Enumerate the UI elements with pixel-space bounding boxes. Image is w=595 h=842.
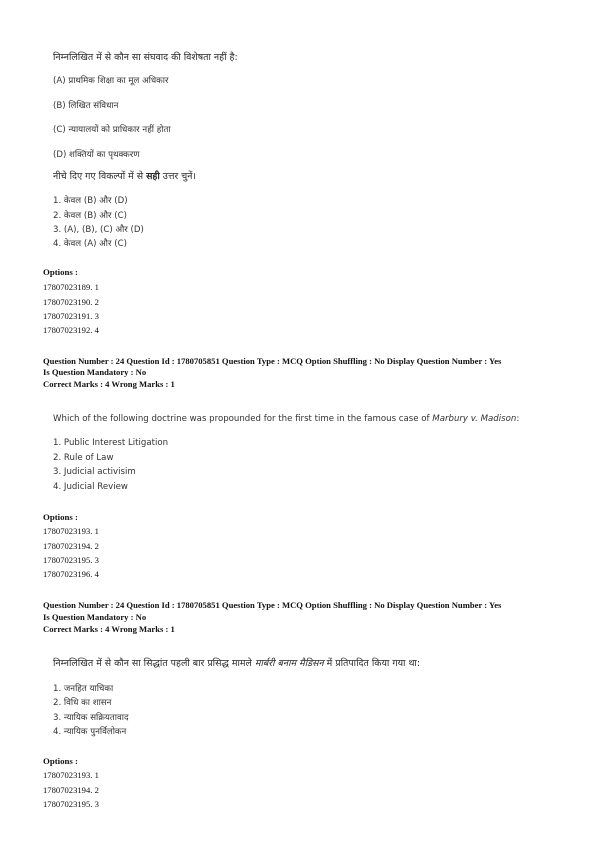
choice-3: 3. न्यायिक सक्रियतावाद bbox=[53, 713, 129, 723]
choice-1: 1. जनहित याचिका bbox=[53, 684, 114, 694]
options-label: Options : bbox=[43, 512, 78, 522]
instruction-pre: नीचे दिए गए विकल्पों में से bbox=[53, 171, 147, 182]
question-text bbox=[53, 656, 420, 669]
choice-3: 3. (A), (B), (C) और (D) bbox=[53, 225, 144, 235]
question-mandatory: Is Question Mandatory : No bbox=[43, 612, 147, 622]
choice-4: 4. न्यायिक पुनर्विलोकन bbox=[53, 727, 127, 737]
option-id: 17807023195. 3 bbox=[43, 555, 99, 565]
question-mandatory: Is Question Mandatory : No bbox=[43, 367, 147, 377]
statement-a: (A) प्राथमिक शिक्षा का मूल अधिकार bbox=[53, 76, 169, 86]
choice-1: 1. केवल (B) और (D) bbox=[53, 196, 128, 206]
question-marks: Correct Marks : 4 Wrong Marks : 1 bbox=[43, 379, 175, 389]
option-id: 17807023196. 4 bbox=[43, 569, 99, 579]
question-post: में प्रतिपादित किया गया था: bbox=[323, 658, 421, 669]
choice-4: 4. केवल (A) और (C) bbox=[53, 239, 127, 249]
instruction-bold: सही bbox=[146, 171, 160, 182]
statement-b: (B) लिखित संविधान bbox=[53, 101, 119, 111]
choice-4: 4. Judicial Review bbox=[53, 482, 128, 492]
instruction-post: उत्तर चुनें। bbox=[159, 171, 196, 182]
question-meta: Question Number : 24 Question Id : 1780705851 Question Type : MCQ Option Shuffling : No Display Question Number : Yes bbox=[43, 356, 502, 366]
question-pre: Which of the following doctrine was propounded for the first time in the famous case of bbox=[53, 414, 433, 424]
option-id: 17807023194. 2 bbox=[43, 541, 99, 551]
statement-d: (D) शक्तियों का पृथक्करण bbox=[53, 150, 140, 160]
option-id: 17807023193. 1 bbox=[43, 770, 99, 780]
choice-2: 2. केवल (B) और (C) bbox=[53, 211, 127, 221]
question-pre: निम्नलिखित में से कौन सा सिद्धांत पहली बार प्रसिद्ध मामले bbox=[53, 658, 255, 669]
option-id: 17807023193. 1 bbox=[43, 526, 99, 536]
statement-c: (C) न्यायालयों को प्राधिकार नहीं होता bbox=[53, 125, 171, 135]
option-id: 17807023191. 3 bbox=[43, 311, 99, 321]
choice-1: 1. Public Interest Litigation bbox=[53, 438, 169, 448]
question-text bbox=[53, 414, 519, 424]
case-name: Marbury v. Madison bbox=[432, 414, 517, 424]
question-meta: Question Number : 24 Question Id : 1780705851 Question Type : MCQ Option Shuffling : No Display Question Number : Yes bbox=[43, 600, 502, 610]
option-id: 17807023194. 2 bbox=[43, 785, 99, 795]
options-label: Options : bbox=[43, 267, 78, 277]
choice-3: 3. Judicial activisim bbox=[53, 467, 136, 477]
instruction-text bbox=[53, 169, 196, 182]
option-id: 17807023189. 1 bbox=[43, 282, 99, 292]
options-label: Options : bbox=[43, 756, 78, 766]
choice-2: 2. विधि का शासन bbox=[53, 698, 112, 708]
question-text: निम्नलिखित में से कौन सा संघवाद की विशेषता नहीं है: bbox=[53, 52, 238, 63]
question-marks: Correct Marks : 4 Wrong Marks : 1 bbox=[43, 624, 175, 634]
question-post: : bbox=[516, 414, 520, 424]
choice-2: 2. Rule of Law bbox=[53, 453, 114, 463]
option-id: 17807023192. 4 bbox=[43, 325, 99, 335]
option-id: 17807023195. 3 bbox=[43, 799, 99, 809]
option-id: 17807023190. 2 bbox=[43, 297, 99, 307]
case-name: मार्बरी बनाम मैडिसन bbox=[254, 658, 324, 669]
